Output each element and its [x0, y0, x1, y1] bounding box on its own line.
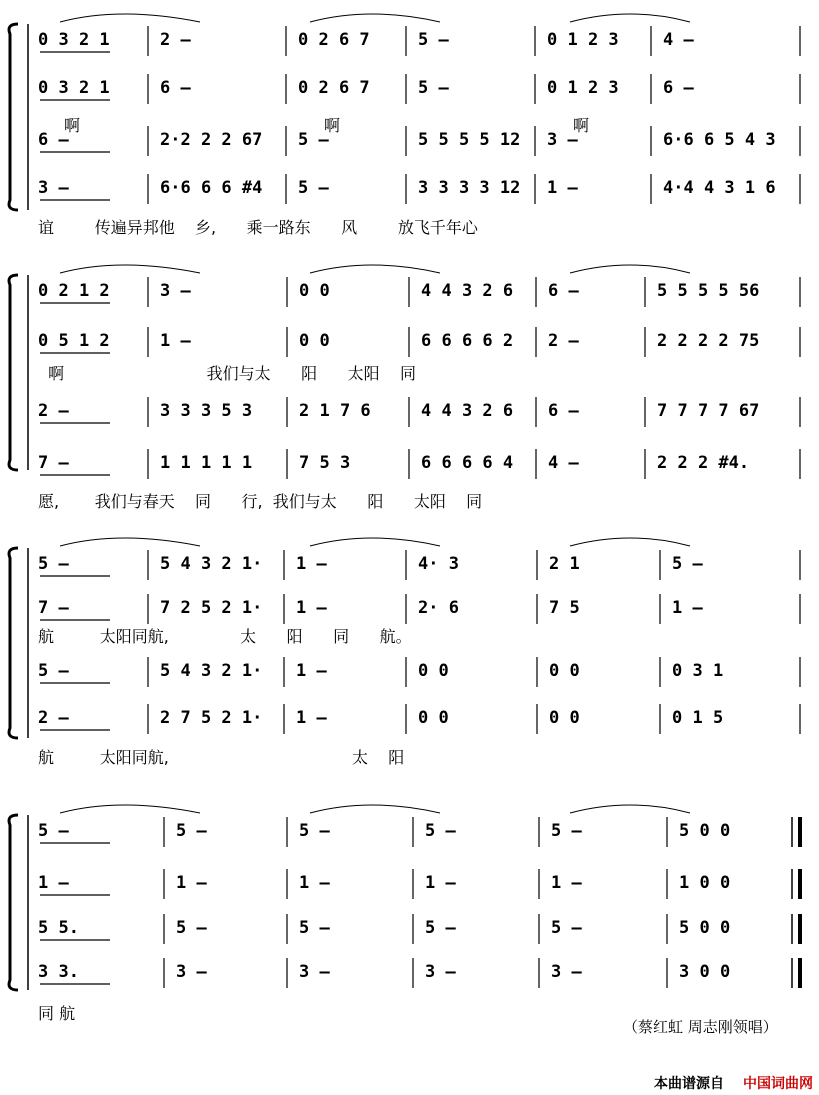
measure-notes: 0 0 — [299, 331, 330, 351]
measure-notes: 0 3 1 — [672, 661, 724, 681]
voice-row — [0, 596, 819, 620]
voice-row — [0, 329, 819, 353]
measure-notes: 6 – — [548, 401, 579, 421]
measure-notes: 4 4 3 2 6 — [421, 401, 514, 421]
measure-notes: 1 – — [425, 873, 456, 893]
measure-notes: 6 6 6 6 4 — [421, 453, 514, 473]
measure-notes: 5 – — [418, 30, 449, 50]
measure-notes: 2 2 2 2 75 — [657, 331, 760, 351]
measure-notes: 2·2 2 2 67 — [160, 130, 263, 150]
measure-notes: 2 1 — [549, 554, 580, 574]
measure-notes: 2 7 5 2 1· — [160, 708, 263, 728]
measure-notes: 5 – — [672, 554, 703, 574]
measure-notes: 0 0 — [418, 661, 449, 681]
measure-notes: 7 – — [38, 598, 69, 618]
measure-notes: 4· 3 — [418, 554, 459, 574]
measure-notes: 5 – — [38, 821, 69, 841]
measure-notes: 6 – — [160, 78, 191, 98]
measure-notes: 3 3 3 3 12 — [418, 178, 521, 198]
measure-notes: 1 – — [672, 598, 703, 618]
measure-notes: 7 5 3 — [299, 453, 351, 473]
measure-notes: 6·6 6 6 #4 — [160, 178, 263, 198]
measure-notes: 6 6 6 6 2 — [421, 331, 514, 351]
measure-notes: 4 4 3 2 6 — [421, 281, 514, 301]
lyric-line — [0, 746, 819, 770]
lyric-line — [0, 216, 819, 240]
footer-site-label: 中国词曲网 — [743, 1076, 813, 1092]
lyric-text: 啊 我们与太 阳 太阳 同 — [38, 364, 416, 383]
measure-notes: 1 – — [38, 873, 69, 893]
measure-notes: 0 1 2 3 — [547, 78, 619, 98]
voice-row — [0, 28, 819, 52]
measure-notes: 5 5 5 5 56 — [657, 281, 760, 301]
measure-notes: 0 3 2 1 — [38, 78, 110, 98]
measure-notes: 2 – — [38, 401, 69, 421]
voice-row — [0, 76, 819, 100]
singer-credit: （蔡红虹 周志刚领唱） — [623, 1018, 778, 1036]
measure-notes: 5 5 5 5 12 — [418, 130, 521, 150]
measure-notes: 6 – — [663, 78, 694, 98]
lyric-text: 同 航 — [38, 1004, 76, 1023]
measure-notes: 4 – — [548, 453, 579, 473]
measure-notes: 2 1 7 6 — [299, 401, 371, 421]
measure-notes: 5 – — [425, 918, 456, 938]
measure-notes: 4·4 4 3 1 6 — [663, 178, 776, 198]
measure-notes: 3 – — [547, 130, 578, 150]
measure-notes: 1 1 1 1 1 — [160, 453, 253, 473]
measure-notes: 6·6 6 5 4 3 — [663, 130, 776, 150]
measure-notes: 1 – — [551, 873, 582, 893]
measure-notes: 4 – — [663, 30, 694, 50]
lyric-line — [0, 490, 819, 514]
measure-notes: 5 – — [38, 554, 69, 574]
measure-notes: 5 – — [299, 918, 330, 938]
voice-row — [0, 451, 819, 475]
voice-row — [0, 659, 819, 683]
measure-notes: 3 – — [299, 962, 330, 982]
voice-row — [0, 819, 819, 843]
measure-notes: 0 0 — [299, 281, 330, 301]
measure-notes: 1 – — [176, 873, 207, 893]
measure-notes: 5 – — [38, 661, 69, 681]
measure-notes: 0 2 1 2 — [38, 281, 110, 301]
measure-notes: 7 5 — [549, 598, 580, 618]
voice-row — [0, 871, 819, 895]
measure-notes: 5 – — [298, 130, 329, 150]
lyric-text: 航 太阳同航, 太 阳 同 航。 — [38, 627, 412, 646]
measure-notes: 3 – — [38, 178, 69, 198]
lyric-text: 谊 传遍异邦他 乡, 乘一路东 风 放飞千年心 — [38, 218, 478, 237]
measure-notes: 0 0 — [549, 661, 580, 681]
measure-notes: 5 0 0 — [679, 821, 731, 841]
measure-notes: 5 4 3 2 1· — [160, 661, 263, 681]
measure-notes: 0 1 5 — [672, 708, 724, 728]
measure-notes: 2· 6 — [418, 598, 459, 618]
measure-notes: 3 – — [551, 962, 582, 982]
measure-notes: 2 – — [38, 708, 69, 728]
interlude-word: 啊 — [324, 116, 341, 135]
voice-row — [0, 176, 819, 200]
measure-notes: 0 2 6 7 — [298, 78, 370, 98]
measure-notes: 3 0 0 — [679, 962, 731, 982]
measure-notes: 5 – — [299, 821, 330, 841]
interlude-word: 啊 — [64, 116, 81, 135]
lyric-line — [0, 625, 819, 649]
measure-notes: 2 – — [548, 331, 579, 351]
measure-notes: 1 – — [296, 598, 327, 618]
measure-notes: 5 5. — [38, 918, 79, 938]
measure-notes: 7 2 5 2 1· — [160, 598, 263, 618]
measure-notes: 1 – — [299, 873, 330, 893]
measure-notes: 5 – — [298, 178, 329, 198]
lyric-text: 航 太阳同航, 太 阳 — [38, 748, 405, 767]
measure-notes: 5 – — [176, 918, 207, 938]
measure-notes: 1 – — [160, 331, 191, 351]
measure-notes: 1 – — [296, 554, 327, 574]
measure-notes: 3 – — [425, 962, 456, 982]
measure-notes: 1 0 0 — [679, 873, 731, 893]
measure-notes: 2 2 2 #4. — [657, 453, 750, 473]
measure-notes: 7 – — [38, 453, 69, 473]
voice-row — [0, 128, 819, 152]
voice-row — [0, 552, 819, 576]
measure-notes: 5 – — [551, 918, 582, 938]
measure-notes: 5 – — [425, 821, 456, 841]
measure-notes: 5 – — [176, 821, 207, 841]
measure-notes: 1 – — [296, 708, 327, 728]
interlude-word: 啊 — [573, 116, 590, 135]
measure-notes: 3 3 3 5 3 — [160, 401, 253, 421]
measure-notes: 5 0 0 — [679, 918, 731, 938]
measure-notes: 0 0 — [549, 708, 580, 728]
measure-notes: 5 – — [551, 821, 582, 841]
voice-row — [0, 960, 819, 984]
measure-notes: 1 – — [296, 661, 327, 681]
measure-notes: 3 – — [160, 281, 191, 301]
measure-notes: 2 – — [160, 30, 191, 50]
measure-notes: 0 1 2 3 — [547, 30, 619, 50]
measure-notes: 5 – — [418, 78, 449, 98]
footer-source-label: 本曲谱源自 — [654, 1076, 724, 1092]
voice-row — [0, 279, 819, 303]
measure-notes: 0 0 — [418, 708, 449, 728]
measure-notes: 6 – — [38, 130, 69, 150]
measure-notes: 0 2 6 7 — [298, 30, 370, 50]
measure-notes: 3 – — [176, 962, 207, 982]
lyric-text: 愿, 我们与春天 同 行, 我们与太 阳 太阳 同 — [38, 492, 483, 511]
lyric-line — [0, 362, 819, 386]
measure-notes: 6 – — [548, 281, 579, 301]
measure-notes: 5 4 3 2 1· — [160, 554, 263, 574]
measure-notes: 7 7 7 7 67 — [657, 401, 760, 421]
measure-notes: 3 3. — [38, 962, 79, 982]
measure-notes: 0 5 1 2 — [38, 331, 110, 351]
measure-notes: 1 – — [547, 178, 578, 198]
voice-row — [0, 706, 819, 730]
voice-row — [0, 916, 819, 940]
voice-row — [0, 399, 819, 423]
measure-notes: 0 3 2 1 — [38, 30, 110, 50]
